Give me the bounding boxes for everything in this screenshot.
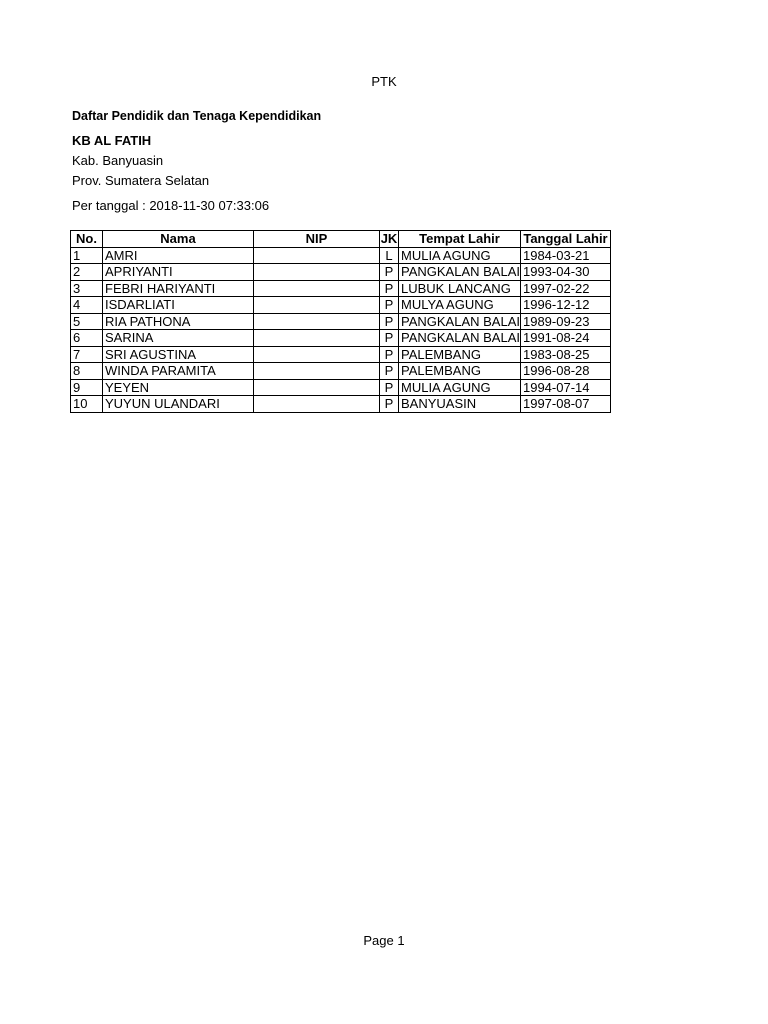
cell-jk: P: [380, 297, 399, 314]
table-header-row: [71, 231, 611, 248]
header-jk: JK: [380, 231, 398, 247]
cell-tempat-lahir: LUBUK LANCANG: [399, 280, 521, 297]
page-header: PTK: [371, 74, 397, 89]
header-tanggal-lahir: Tanggal Lahir: [520, 231, 610, 248]
cell-no: 2: [71, 264, 103, 281]
header-tempat-lahir: Tempat Lahir: [399, 231, 521, 248]
cell-jk: P: [380, 280, 399, 297]
cell-no: 1: [71, 247, 103, 264]
kabupaten-line: Kab. Banyuasin: [72, 153, 164, 168]
cell-tanggal-lahir: 1997-08-07: [520, 396, 610, 413]
cell-no: 5: [71, 313, 103, 330]
table-row: [71, 313, 611, 330]
table-row: [71, 280, 611, 297]
header-no: No.: [71, 231, 103, 248]
cell-nip: [254, 313, 380, 330]
cell-tempat-lahir: BANYUASIN: [399, 396, 521, 413]
cell-tanggal-lahir: 1996-08-28: [520, 363, 610, 380]
cell-tanggal-lahir: 1993-04-30: [520, 264, 610, 281]
cell-nama: WINDA PARAMITA: [103, 363, 254, 380]
cell-no: 8: [71, 363, 103, 380]
header-nip: NIP: [254, 231, 380, 248]
header-nama: Nama: [103, 231, 254, 248]
school-name: KB AL FATIH: [72, 133, 152, 148]
cell-nama: AMRI: [103, 247, 254, 264]
cell-tanggal-lahir: 1984-03-21: [520, 247, 610, 264]
cell-jk: P: [380, 313, 399, 330]
cell-no: 9: [71, 379, 103, 396]
cell-tanggal-lahir: 1983-08-25: [520, 346, 610, 363]
provinsi-line: Prov. Sumatera Selatan: [72, 173, 210, 188]
cell-jk: P: [380, 379, 399, 396]
cell-no: 6: [71, 330, 103, 347]
cell-nama: FEBRI HARIYANTI: [103, 280, 254, 297]
cell-no: 4: [71, 297, 103, 314]
cell-nip: [254, 247, 380, 264]
cell-nip: [254, 280, 380, 297]
cell-nip: [254, 330, 380, 347]
table-row: [71, 264, 611, 281]
page-number: Page 1: [363, 933, 405, 948]
cell-jk: P: [380, 396, 399, 413]
cell-tempat-lahir: PANGKALAN BALAI: [399, 264, 521, 281]
cell-nama: APRIYANTI: [103, 264, 254, 281]
cell-nama: RIA PATHONA: [103, 313, 254, 330]
cell-tempat-lahir: MULIA AGUNG: [399, 247, 521, 264]
cell-no: 3: [71, 280, 103, 297]
cell-nama: YUYUN ULANDARI: [103, 396, 254, 413]
cell-nip: [254, 363, 380, 380]
cell-tanggal-lahir: 1997-02-22: [520, 280, 610, 297]
cell-tanggal-lahir: 1991-08-24: [520, 330, 610, 347]
cell-jk: P: [380, 264, 399, 281]
date-line: Per tanggal : 2018-11-30 07:33:06: [72, 198, 270, 213]
cell-tempat-lahir: MULIA AGUNG: [399, 379, 521, 396]
table-row: [71, 247, 611, 264]
cell-nip: [254, 297, 380, 314]
cell-nama: SARINA: [103, 330, 254, 347]
table-row: [71, 330, 611, 347]
cell-tempat-lahir: PANGKALAN BALAI: [399, 313, 521, 330]
cell-jk: P: [380, 330, 399, 347]
ptk-table: [70, 230, 611, 413]
table-row: [71, 363, 611, 380]
cell-tanggal-lahir: 1996-12-12: [520, 297, 610, 314]
cell-nip: [254, 346, 380, 363]
cell-tempat-lahir: PALEMBANG: [399, 363, 521, 380]
document-title: Daftar Pendidik dan Tenaga Kependidikan: [72, 109, 322, 123]
cell-nip: [254, 396, 380, 413]
cell-jk: L: [380, 247, 399, 264]
table-row: [71, 379, 611, 396]
table-row: [71, 297, 611, 314]
cell-nip: [254, 264, 380, 281]
cell-no: 10: [71, 396, 103, 413]
cell-nama: YEYEN: [103, 379, 254, 396]
cell-tanggal-lahir: 1994-07-14: [520, 379, 610, 396]
cell-tempat-lahir: PALEMBANG: [399, 346, 521, 363]
cell-tempat-lahir: PANGKALAN BALAI: [399, 330, 521, 347]
cell-tempat-lahir: MULYA AGUNG: [399, 297, 521, 314]
cell-nama: SRI AGUSTINA: [103, 346, 254, 363]
cell-no: 7: [71, 346, 103, 363]
cell-tanggal-lahir: 1989-09-23: [520, 313, 610, 330]
cell-jk: P: [380, 363, 399, 380]
table-row: [71, 346, 611, 363]
table-row: [71, 396, 611, 413]
cell-nip: [254, 379, 380, 396]
cell-jk: P: [380, 346, 399, 363]
cell-nama: ISDARLIATI: [103, 297, 254, 314]
